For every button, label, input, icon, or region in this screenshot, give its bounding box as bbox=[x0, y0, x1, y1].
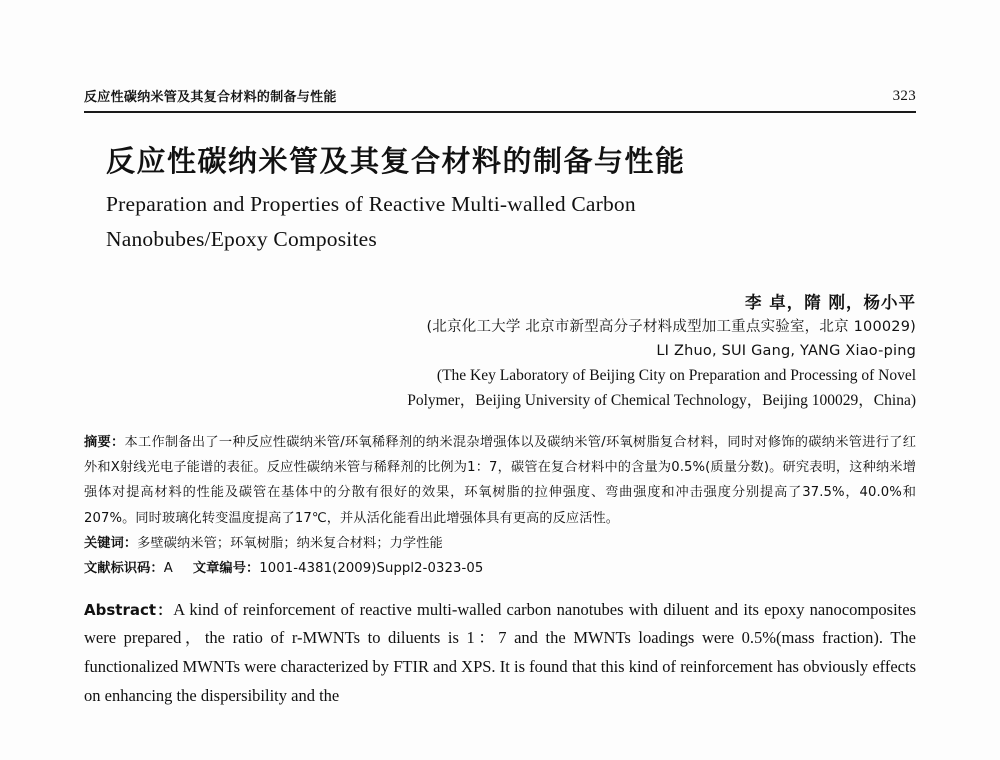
abstract-chinese-label: 摘要： bbox=[84, 434, 125, 450]
header-rule bbox=[84, 111, 916, 113]
authors-english: LI Zhuo, SUI Gang, YANG Xiao-ping bbox=[656, 342, 916, 359]
clc-label: 文献标识码： bbox=[84, 561, 164, 577]
article-id-label: 文章编号： bbox=[192, 561, 260, 577]
keywords-chinese bbox=[84, 531, 916, 556]
abstract-chinese bbox=[84, 430, 916, 531]
page-content bbox=[84, 86, 916, 711]
affiliation-english-line-2: Polymer，Beijing University of Chemical Technology，Beijing 100029，China) bbox=[407, 392, 916, 410]
article-id-value: 1001-4381(2009)Suppl2-0323-05 bbox=[259, 561, 484, 577]
abstract-chinese-body: 本工作制备出了一种反应性碳纳米管/环氧稀释剂的纳米混杂增强体以及碳纳米管/环氧树脂复合材料，同时对修饰的碳纳米管进行了红外和X射线光电子能谱的表征。反应性碳纳米管与稀释剂的比例为1：7，碳管在复合材料中的含量为0.5%(质量分数)。研究表明，这种纳米增强体对提高材料的性能及碳管在基体中的分散有很好的效果，环氧树脂的拉伸强度、弯曲强度和冲击强度分别提高了37.5%，40.0%和207%。同时玻璃化转变温度提高了17℃，并从活化能看出此增强体具有更高的反应活性。 bbox=[84, 434, 916, 526]
classification-line bbox=[84, 556, 916, 581]
keywords-chinese-value: 多壁碳纳米管；环氧树脂；纳米复合材料；力学性能 bbox=[137, 535, 443, 551]
page-number: 323 bbox=[892, 88, 916, 104]
running-head bbox=[84, 86, 916, 111]
title-english-line-1: Preparation and Properties of Reactive Multi-walled Carbon bbox=[106, 192, 636, 217]
author-block bbox=[84, 290, 916, 414]
running-head-title: 反应性碳纳米管及其复合材料的制备与性能 bbox=[84, 90, 337, 105]
clc-value: A bbox=[163, 561, 173, 577]
page-title: 反应性碳纳米管及其复合材料的制备与性能 bbox=[106, 144, 686, 178]
affiliation-chinese: (北京化工大学 北京市新型高分子材料成型加工重点实验室，北京 100029) bbox=[426, 319, 916, 336]
title-english-line-2: Nanobubes/Epoxy Composites bbox=[106, 227, 377, 252]
abstract-english-label: Abstract： bbox=[84, 600, 174, 619]
keywords-chinese-label: 关键词： bbox=[84, 535, 138, 551]
abstract-english-body: A kind of reinforcement of reactive multi-walled carbon nanotubes with diluent and its epoxy nanocomposites were prepared，the ratio of r-MWNTs to diluents is 1：7 and the MWNTs loadings were 0.5%(mass fraction). The functionalized MWNTs were characterized by FTIR and XPS. It is found that this kind of reinforcement has obviously effects on enhancing the dispersibility and the bbox=[84, 599, 917, 706]
authors-chinese: 李 卓，隋 刚，杨小平 bbox=[745, 292, 916, 312]
abstract-english bbox=[84, 596, 916, 712]
affiliation-english-line-1: (The Key Laboratory of Beijing City on Preparation and Processing of Novel bbox=[436, 367, 916, 385]
